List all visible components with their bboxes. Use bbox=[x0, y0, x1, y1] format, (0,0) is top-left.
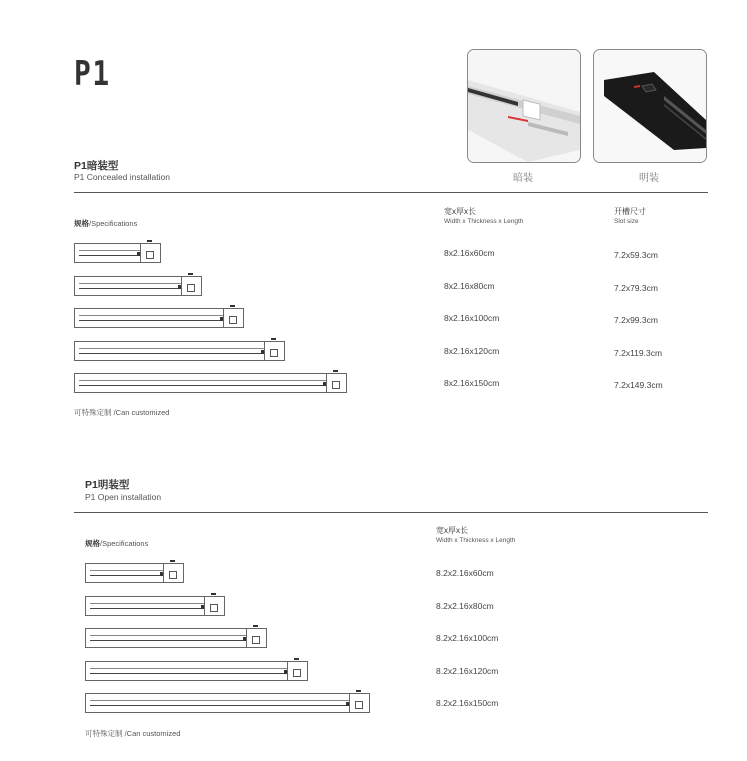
size-value: 8.2x2.16x100cm bbox=[436, 633, 499, 643]
track-diagram bbox=[74, 308, 244, 328]
track-diagram bbox=[85, 563, 184, 583]
size-value: 8.2x2.16x120cm bbox=[436, 665, 499, 676]
concealed-section-subtitle: P1 Concealed installation bbox=[74, 172, 170, 182]
size-value: 8x2.16x120cm bbox=[444, 345, 500, 356]
concealed-track-photo bbox=[467, 49, 581, 163]
end-cap-icon bbox=[349, 693, 370, 713]
slot-value: 7.2x59.3cm bbox=[614, 250, 658, 260]
track-diagram bbox=[85, 628, 267, 648]
concealed-size-header: 宽x厚x长 Width x Thickness x Length bbox=[444, 207, 524, 225]
end-cap-icon bbox=[140, 243, 161, 263]
size-value: 8x2.16x100cm bbox=[444, 313, 500, 323]
page-title: P1 bbox=[74, 54, 111, 94]
size-value: 8.2x2.16x150cm bbox=[436, 698, 499, 708]
size-value: 8x2.16x80cm bbox=[444, 280, 495, 291]
size-value: 8x2.16x150cm bbox=[444, 378, 500, 388]
size-value: 8.2x2.16x60cm bbox=[436, 568, 494, 578]
size-value: 8x2.16x60cm bbox=[444, 248, 495, 258]
photo-caption-open: 明装 bbox=[639, 173, 659, 184]
slot-value: 7.2x149.3cm bbox=[614, 380, 663, 390]
open-spec-label: 规格/Specifications bbox=[85, 539, 149, 548]
section-divider bbox=[74, 192, 708, 193]
concealed-custom-note: 可特殊定制 /Can customized bbox=[74, 408, 170, 417]
concealed-spec-label: 规格/Specifications bbox=[74, 219, 138, 228]
end-cap-icon bbox=[246, 628, 267, 648]
track-diagram bbox=[85, 661, 308, 681]
slot-value: 7.2x119.3cm bbox=[614, 347, 663, 358]
concealed-section-title: P1暗装型 bbox=[74, 160, 119, 172]
track-diagram bbox=[74, 373, 347, 393]
open-section-subtitle: P1 Open installation bbox=[85, 492, 162, 502]
concealed-slot-header: 开槽尺寸 Slot size bbox=[614, 207, 646, 225]
track-diagram bbox=[85, 596, 225, 616]
slot-value: 7.2x79.3cm bbox=[614, 282, 658, 293]
end-cap-icon bbox=[181, 276, 202, 296]
track-diagram bbox=[74, 243, 161, 263]
track-diagram bbox=[85, 693, 370, 713]
open-section-title: P1明装型 bbox=[85, 479, 130, 491]
open-size-header: 宽x厚x长 Width x Thickness x Length bbox=[436, 526, 516, 544]
size-value: 8.2x2.16x80cm bbox=[436, 600, 494, 611]
end-cap-icon bbox=[326, 373, 347, 393]
track-diagram bbox=[74, 341, 285, 361]
end-cap-icon bbox=[204, 596, 225, 616]
track-diagram bbox=[74, 276, 202, 296]
open-custom-note: 可特殊定制 /Can customized bbox=[85, 729, 181, 738]
end-cap-icon bbox=[264, 341, 285, 361]
section-divider bbox=[74, 512, 708, 513]
end-cap-icon bbox=[163, 563, 184, 583]
photo-caption-concealed: 暗装 bbox=[513, 173, 533, 184]
end-cap-icon bbox=[223, 308, 244, 328]
slot-value: 7.2x99.3cm bbox=[614, 315, 658, 325]
end-cap-icon bbox=[287, 661, 308, 681]
open-track-photo bbox=[593, 49, 707, 163]
